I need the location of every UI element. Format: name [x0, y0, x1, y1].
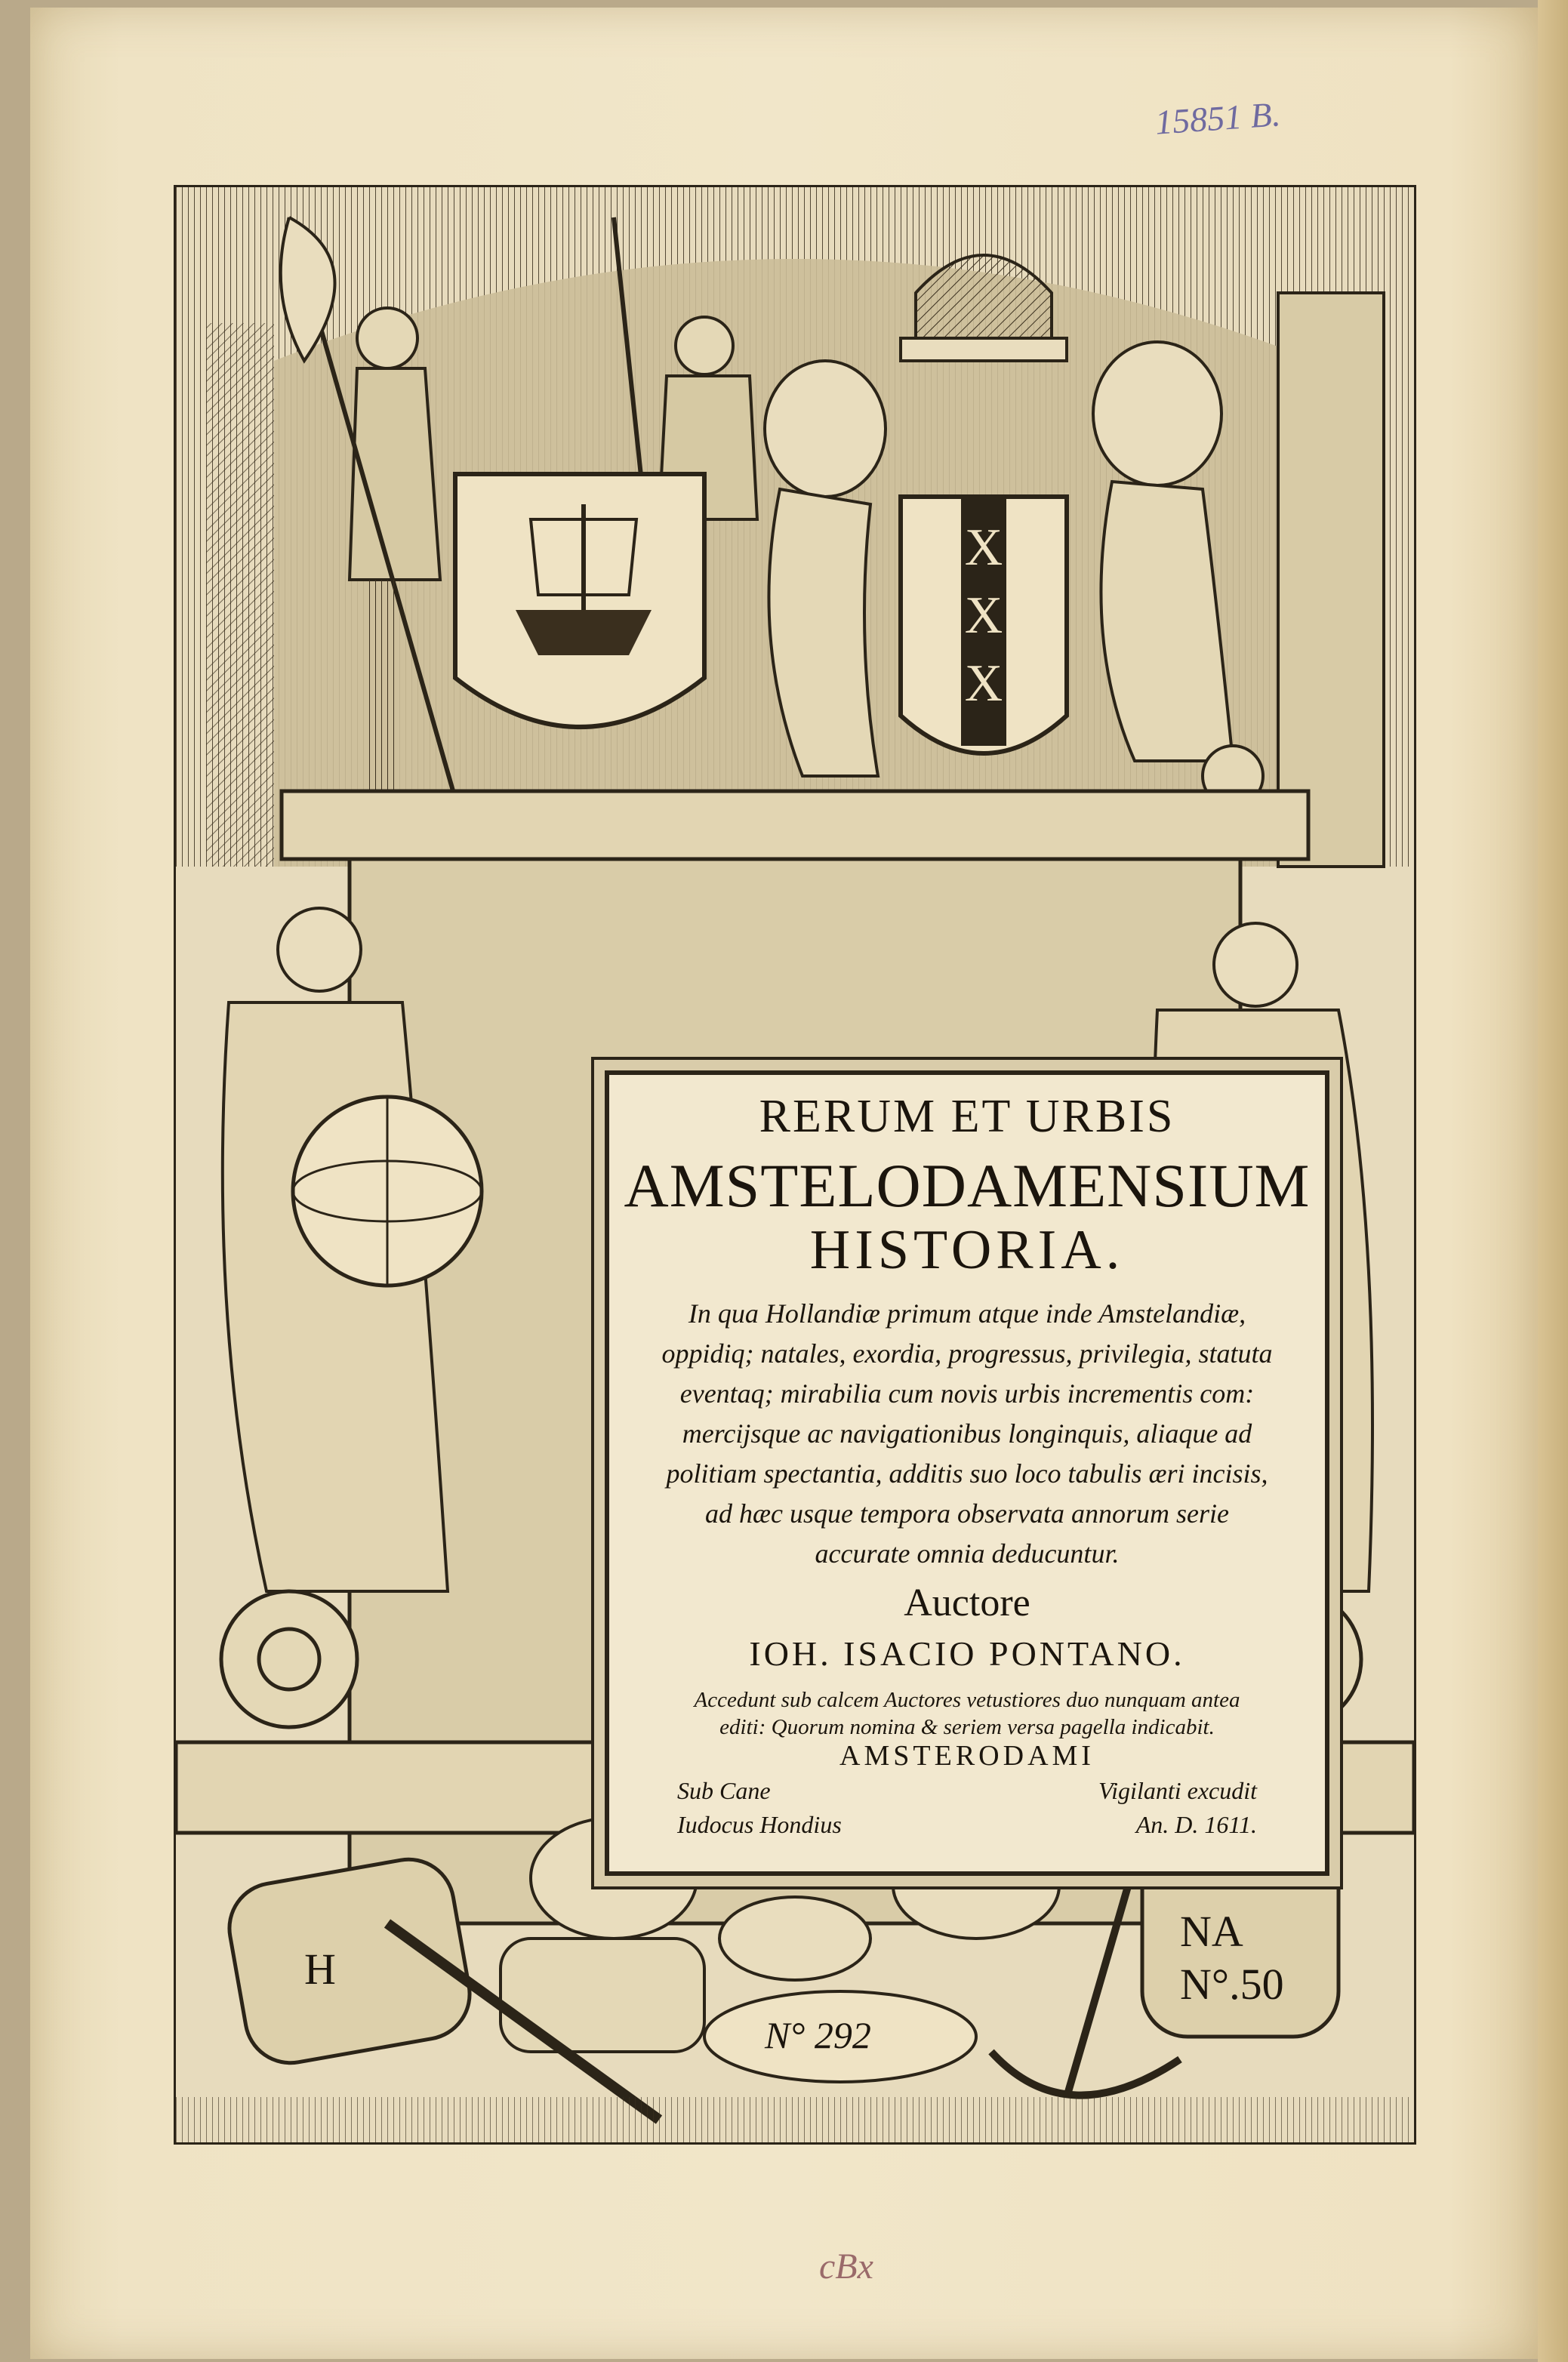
description-line: mercijsque ac navigationibus longinquis, aliaque ad — [682, 1418, 1252, 1449]
title-line-1: RERUM ET URBIS — [759, 1091, 1175, 1142]
title-line-3: HISTORIA. — [809, 1219, 1125, 1281]
page-edge — [1538, 0, 1568, 2362]
imprint-sign: Sub Cane — [677, 1777, 771, 1804]
cask-right-number: N°.50 — [1180, 1960, 1284, 2009]
description-line: ad hæc usque tempora observata annorum serie — [705, 1498, 1229, 1529]
shelfmark-annotation: 15851 B. — [1154, 94, 1282, 142]
author-name: IOH. ISACIO PONTANO. — [749, 1634, 1185, 1673]
frame-cornice — [282, 791, 1308, 859]
imprint-city: AMSTERODAMI — [839, 1740, 1095, 1772]
description — [632, 1294, 1302, 1574]
engraved-frontispiece — [174, 185, 1416, 2145]
imprint-line-1 — [677, 1777, 1257, 1805]
ground — [176, 2097, 1414, 2142]
description-line: politiam spectantia, additis suo loco tabulis æri incisis, — [666, 1458, 1268, 1489]
svg-text:X: X — [964, 587, 1003, 645]
bale-label: N° 292 — [765, 2014, 871, 2056]
imprint-line-2 — [677, 1811, 1257, 1839]
imprint-date: An. D. 1611. — [1135, 1811, 1257, 1838]
description-line: eventaq; mirabilia cum novis urbis incrementis com: — [679, 1378, 1255, 1409]
accedunt-line: editi: Quorum nomina & seriem versa pagella indicabit. — [719, 1715, 1215, 1739]
amsterdam-coat-of-arms — [901, 497, 1067, 753]
accedunt-note — [639, 1686, 1295, 1741]
cask-right-label: NA — [1180, 1907, 1243, 1956]
pillar-left — [206, 323, 274, 867]
description-line: accurate omnia deducuntur. — [815, 1538, 1120, 1569]
auctore-label: Auctore — [904, 1581, 1030, 1624]
cask-left-label: H — [304, 1945, 336, 1994]
accedunt-line: Accedunt sub calcem Auctores vetustiores duo nunquam antea — [694, 1688, 1240, 1712]
title-panel — [605, 1070, 1329, 1876]
description-line: oppidiq; natales, exordia, progressus, privilegia, statuta — [661, 1338, 1273, 1369]
pillar-right — [1278, 293, 1384, 867]
title-line-2: AMSTELODAMENSIUM — [624, 1151, 1311, 1220]
imprint-excudit: Vigilanti excudit — [1098, 1777, 1257, 1804]
ship-coat-of-arms — [455, 474, 704, 727]
description-line: In qua Hollandiæ primum atque inde Amstelandiæ, — [688, 1298, 1246, 1329]
svg-text:X: X — [964, 654, 1003, 713]
imprint-printer: Iudocus Hondius — [677, 1811, 842, 1838]
bottom-annotation: cBx — [819, 2247, 873, 2287]
svg-text:X: X — [964, 519, 1003, 577]
